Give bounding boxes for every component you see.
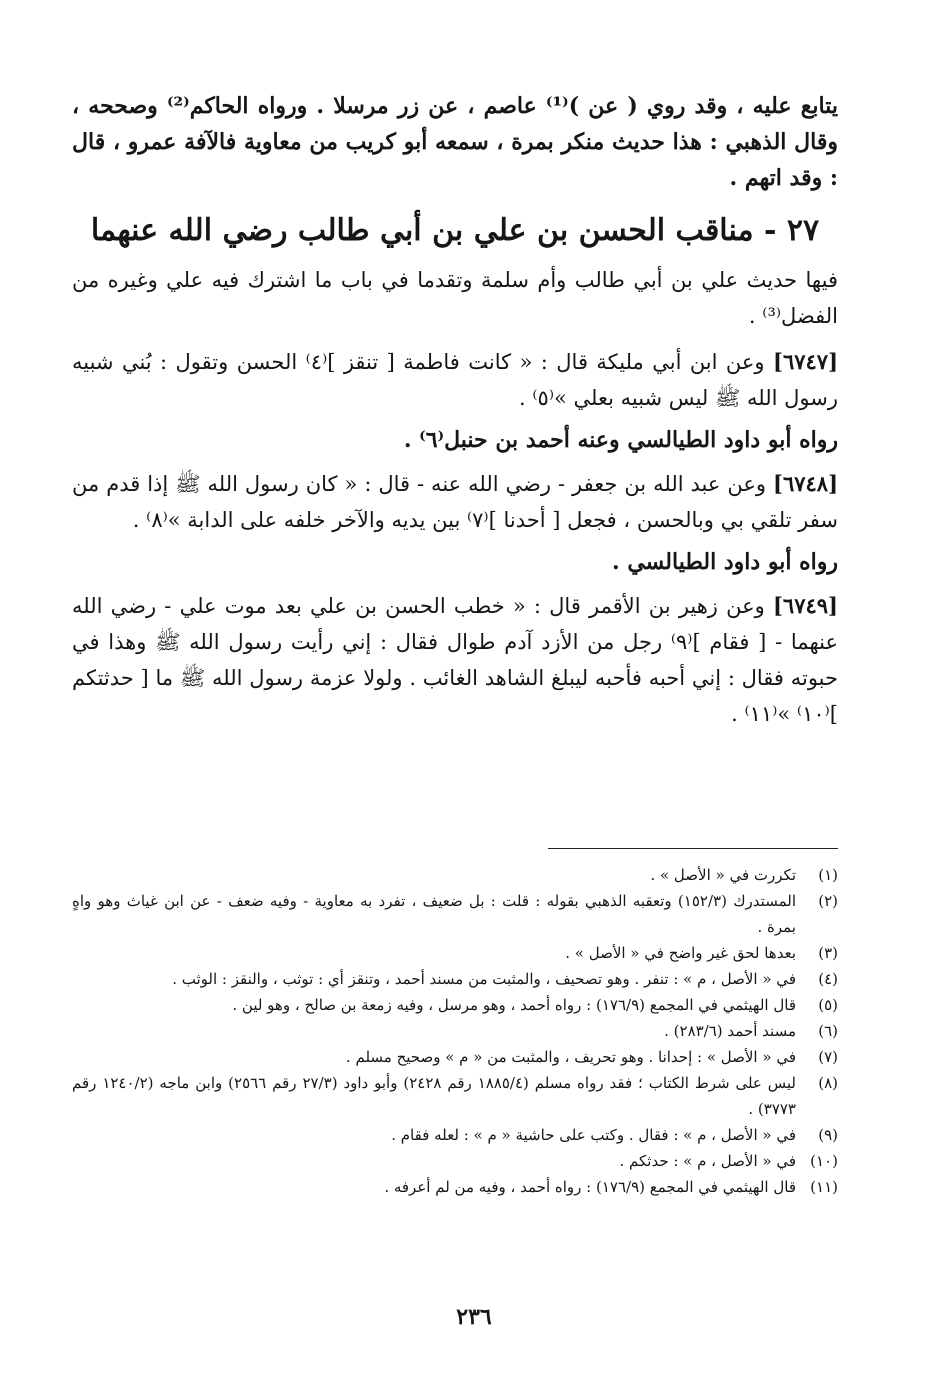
footnote-text: في « الأصل ، م » : فقال . وكتب على حاشية « م » : لعله فقام . — [391, 1126, 796, 1144]
footnote — [72, 1018, 838, 1044]
footnote — [72, 888, 838, 940]
section-intro: فيها حديث علي بن أبي طالب وأم سلمة وتقدما في باب ما اشترك فيه علي وغيره من الفضل⁽³⁾ . — [72, 268, 838, 328]
hadith-6748 — [72, 466, 838, 538]
footnote — [72, 940, 838, 966]
footnote-number: (٩) — [818, 1126, 838, 1144]
footnote-number: (١١) — [810, 1178, 838, 1196]
footnote-number: (١) — [818, 866, 838, 884]
hadith-6747 — [72, 344, 838, 416]
footnote-number: (٤) — [818, 970, 838, 988]
footnote — [72, 1122, 838, 1148]
footnote — [72, 1174, 838, 1200]
footnote-divider — [548, 848, 838, 849]
footnote-number: (٧) — [818, 1048, 838, 1066]
footnote-number: (٥) — [818, 996, 838, 1014]
footnote — [72, 966, 838, 992]
footnote — [72, 862, 838, 888]
footnote-text: في « الأصل ، م » : تنفر . وهو تصحيف ، والمثبت من مسند أحمد ، وتنقز أي : توثب ، والنقز : الوثب . — [172, 970, 796, 988]
main-text — [72, 88, 838, 732]
page-number: ٢٣٦ — [456, 1304, 492, 1330]
hadith-reference: رواه أبو داود الطيالسي وعنه أحمد بن حنبل⁽٦⁾ . — [403, 427, 838, 453]
footnote-number: (٦) — [818, 1022, 838, 1040]
footnote-number: (١٠) — [810, 1152, 838, 1170]
footnote — [72, 1044, 838, 1070]
footnote — [72, 1070, 838, 1122]
hadith-reference: رواه أبو داود الطيالسي . — [612, 549, 838, 575]
footnote-text: في « الأصل » : إحدانا . وهو تحريف ، والمثبت من « م » وصحيح مسلم . — [345, 1048, 796, 1066]
footnote — [72, 992, 838, 1018]
hadith-number: [٦٧٤٧] — [773, 349, 838, 374]
hadith-number: [٦٧٤٩] — [772, 593, 838, 618]
footnote-text: قال الهيثمي في المجمع (١٧٦/٩) : رواه أحمد ، وفيه من لم أعرفه . — [384, 1178, 796, 1196]
hadith-text: وعن زهير بن الأقمر قال : « خطب الحسن بن علي بعد موت علي - رضي الله عنهما - [ فقام ]⁽٩⁾ رجل من الأزد آدم طوال فقال : إني رأيت رسول الله ﷺ وهذا في حبوته فقال : إني أحبه فأحبه ليبلغ الشاهد الغائب . ولولا عزمة رسول الله ﷺ ما [ حدثتكم ]⁽١٠⁾ »⁽١١⁾ . — [72, 594, 838, 726]
intro-paragraph: يتابع عليه ، وقد روي ( عن )⁽¹⁾ عاصم ، عن زر مرسلا . ورواه الحاكم⁽²⁾ وصححه ، وقال الذهبي : هذا حديث منكر بمرة ، سمعه أبو كريب من معاوية فالآفة عمرو ، قال : وقد اتهم . — [72, 93, 838, 191]
footnote-text: في « الأصل ، م » : حدثكم . — [619, 1152, 796, 1170]
footnote-text: تكررت في « الأصل » . — [650, 866, 796, 884]
footnote — [72, 1148, 838, 1174]
hadith-number: [٦٧٤٨] — [773, 471, 838, 496]
footnote-text: مسند أحمد (٢٨٣/٦) . — [664, 1022, 796, 1040]
hadith-6749 — [72, 588, 838, 732]
footnote-number: (٢) — [818, 892, 838, 910]
hadith-text: وعن ابن أبي مليكة قال : « كانت فاطمة [ تنقز ]⁽٤⁾ الحسن وتقول : بُني شبيه رسول الله ﷺ ليس شبيه بعلي »⁽٥⁾ . — [72, 350, 838, 410]
hadith-text: وعن عبد الله بن جعفر - رضي الله عنه - قال : « كان رسول الله ﷺ إذا قدم من سفر تلقي بي وبالحسن ، فجعل [ أحدنا ]⁽٧⁾ بين يديه والآخر خلفه على الدابة »⁽٨⁾ . — [72, 472, 838, 532]
footnote-text: قال الهيثمي في المجمع (١٧٦/٩) : رواه أحمد ، وهو مرسل ، وفيه زمعة بن صالح ، وهو لين . — [232, 996, 796, 1014]
footnote-text: المستدرك (١٥٢/٣) وتعقبه الذهبي بقوله : قلت : بل ضعيف ، تفرد به معاوية - وفيه ضعف - عن ابن غياث وهو واهٍ بمرة . — [72, 892, 796, 936]
footnote-text: ليس على شرط الكتاب ؛ فقد رواه مسلم (١٨٨٥/٤ رقم ٢٤٢٨) وأبو داود (٢٧/٣ رقم ٢٥٦٦) وابن ماجه (١٢٤٠/٢ رقم ٣٧٧٣) . — [72, 1074, 797, 1118]
footnotes — [72, 862, 838, 1200]
footnote-number: (٨) — [818, 1074, 838, 1092]
section-heading: ٢٧ - مناقب الحسن بن علي بن أبي طالب رضي الله عنهما — [90, 213, 820, 248]
footnote-number: (٣) — [818, 944, 838, 962]
footnote-text: بعدها لحق غير واضح في « الأصل » . — [565, 944, 796, 962]
